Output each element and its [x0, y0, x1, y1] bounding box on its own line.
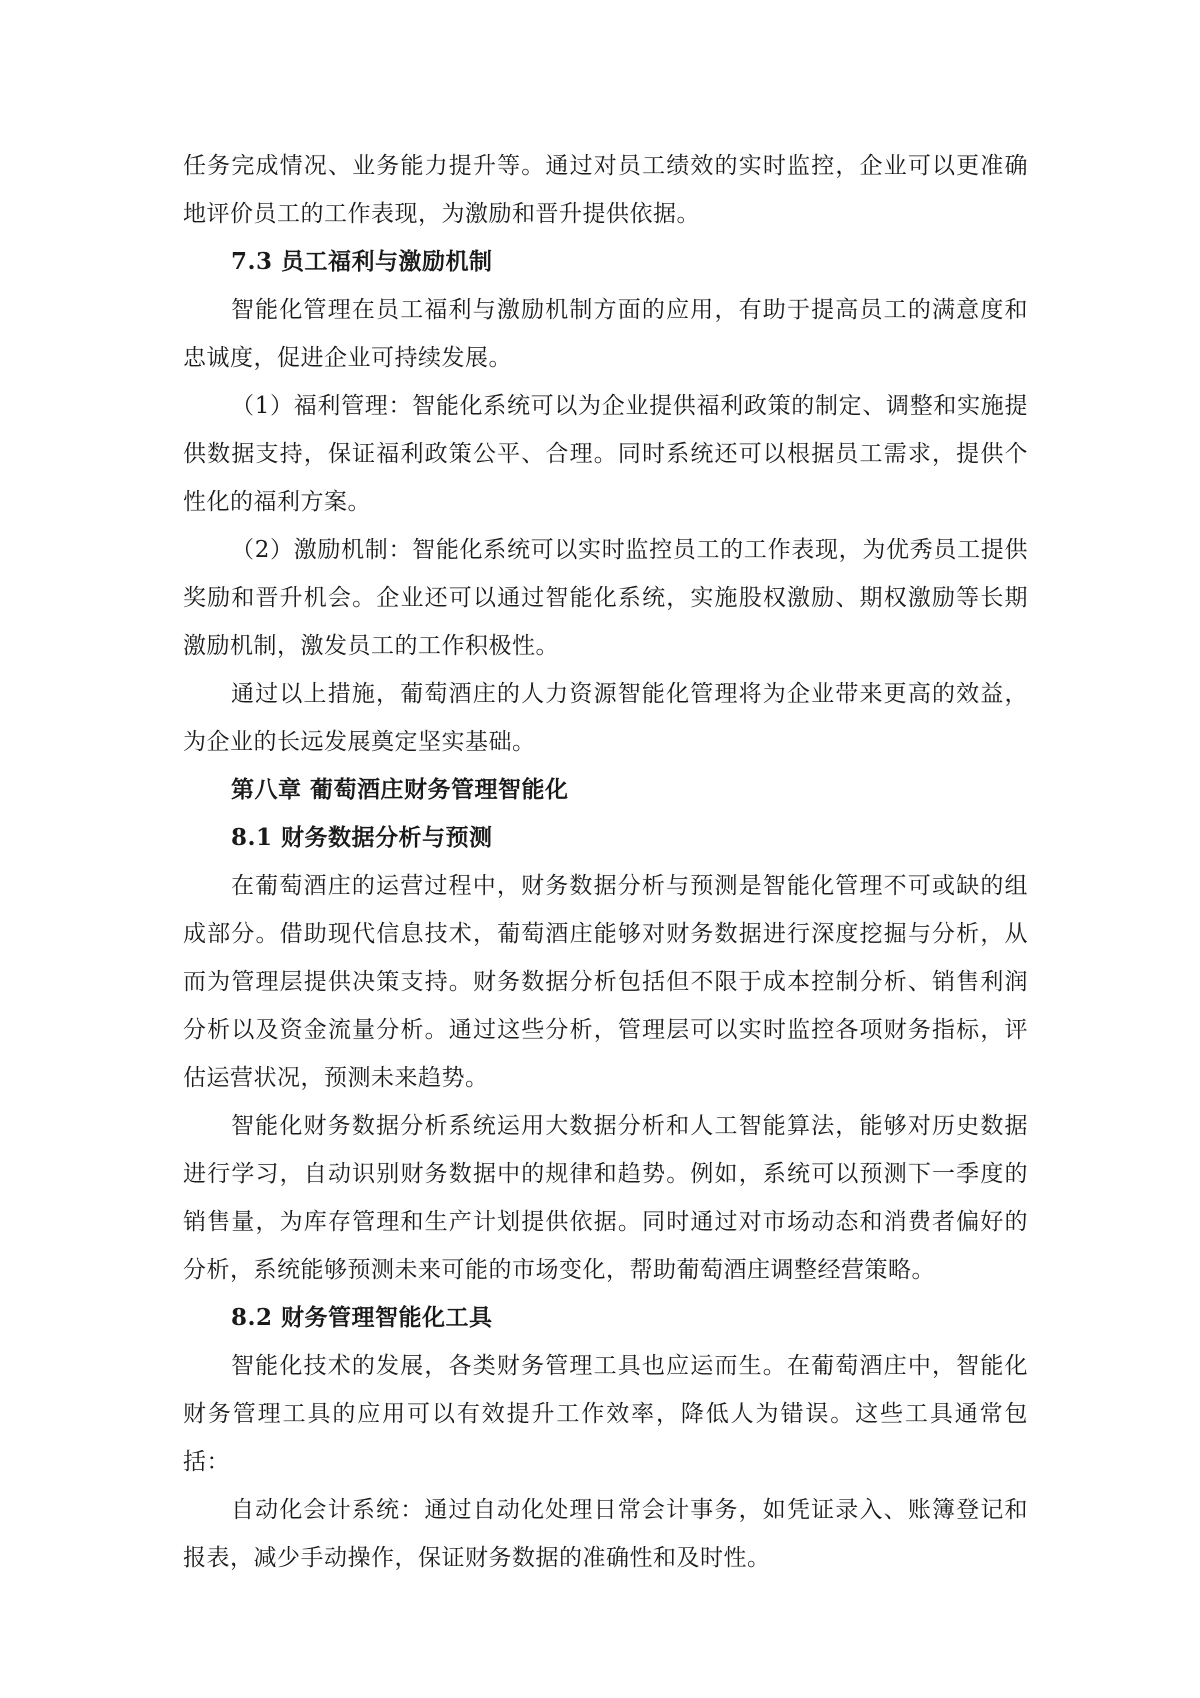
paragraph-8-1-a: 在葡萄酒庄的运营过程中，财务数据分析与预测是智能化管理不可或缺的组成部分。借助现代信息技术，葡萄酒庄能够对财务数据进行深度挖掘与分析，从而为管理层提供决策支持。财务数据分析包括但不限于成本控制分析、销售利润分析以及资金流量分析。通过这些分析，管理层可以实时监控各项财务指标，评估运营状况，预测未来趋势。 [183, 873, 1028, 1091]
paragraph-7-3-item-1: （1）福利管理：智能化系统可以为企业提供福利政策的制定、调整和实施提供数据支持，保证福利政策公平、合理。同时系统还可以根据员工需求，提供个性化的福利方案。 [183, 393, 1028, 515]
paragraph-8-1-b: 智能化财务数据分析系统运用大数据分析和人工智能算法，能够对历史数据进行学习，自动识别财务数据中的规律和趋势。例如，系统可以预测下一季度的销售量，为库存管理和生产计划提供依据。同时通过对市场动态和消费者偏好的分析，系统能够预测未来可能的市场变化，帮助葡萄酒庄调整经营策略。 [183, 1113, 1028, 1283]
paragraph-continuation: 任务完成情况、业务能力提升等。通过对员工绩效的实时监控，企业可以更准确地评价员工的工作表现，为激励和晋升提供依据。 [183, 153, 1028, 227]
paragraph-8-2-a: 智能化技术的发展，各类财务管理工具也应运而生。在葡萄酒庄中，智能化财务管理工具的应用可以有效提升工作效率，降低人为错误。这些工具通常包括： [183, 1353, 1028, 1475]
section-heading-8-1: 8.1 财务数据分析与预测 [231, 824, 493, 851]
paragraph-8-2-b: 自动化会计系统：通过自动化处理日常会计事务，如凭证录入、账簿登记和报表，减少手动操作，保证财务数据的准确性和及时性。 [183, 1497, 1028, 1571]
paragraph-7-3-item-2: （2）激励机制：智能化系统可以实时监控员工的工作表现，为优秀员工提供奖励和晋升机会。企业还可以通过智能化系统，实施股权激励、期权激励等长期激励机制，激发员工的工作积极性。 [183, 537, 1028, 659]
paragraph-7-3-intro: 智能化管理在员工福利与激励机制方面的应用，有助于提高员工的满意度和忠诚度，促进企业可持续发展。 [183, 297, 1028, 371]
paragraph-7-conclusion: 通过以上措施，葡萄酒庄的人力资源智能化管理将为企业带来更高的效益，为企业的长远发展奠定坚实基础。 [183, 681, 1028, 755]
section-heading-8-2: 8.2 财务管理智能化工具 [231, 1304, 493, 1331]
section-heading-7-3: 7.3 员工福利与激励机制 [231, 248, 493, 275]
chapter-heading-8: 第八章 葡萄酒庄财务管理智能化 [231, 776, 569, 803]
